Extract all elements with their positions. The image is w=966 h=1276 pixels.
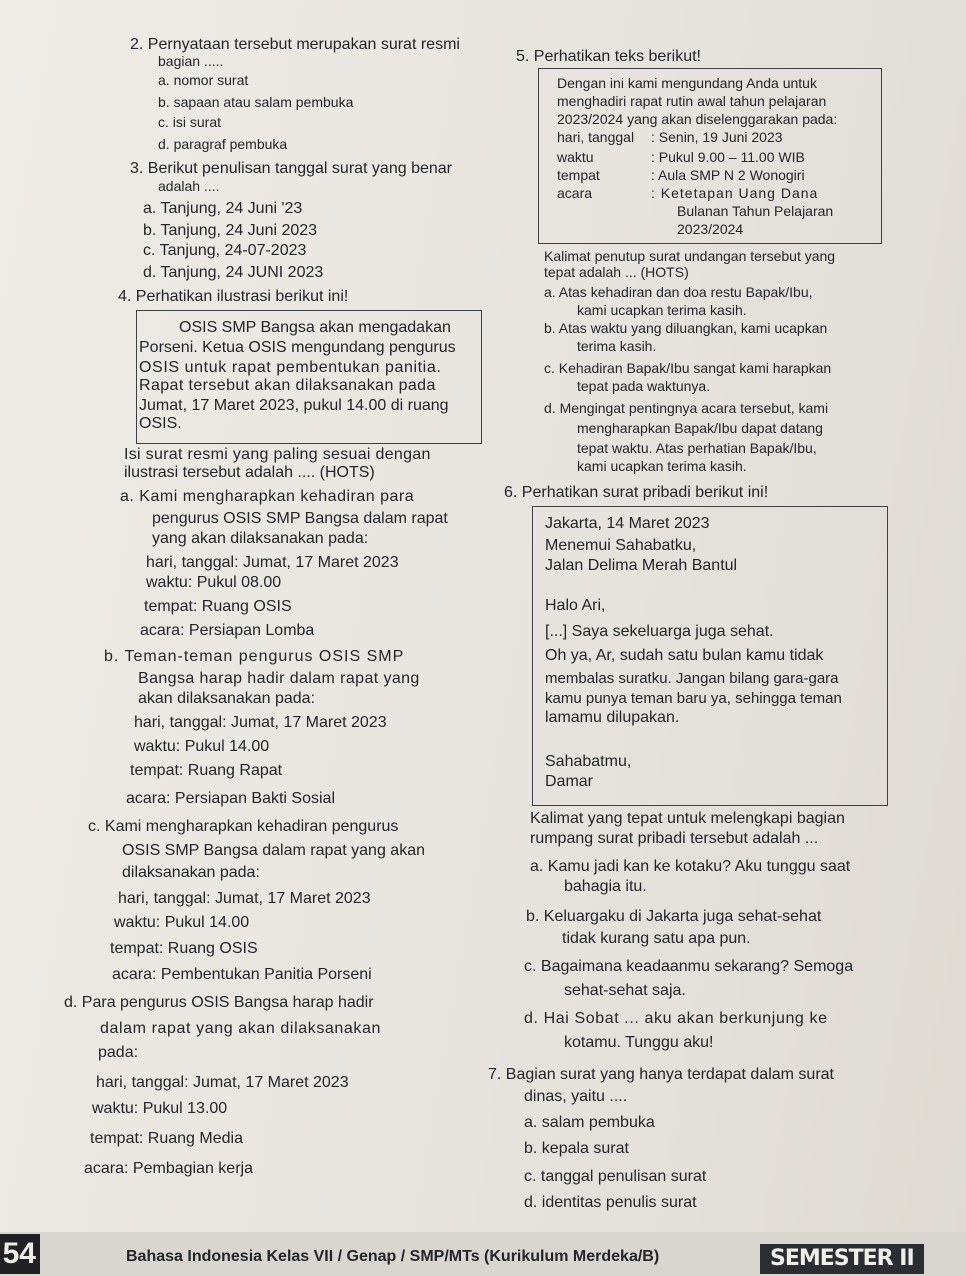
q4c-line: hari, tanggal: Jumat, 17 Maret 2023 [118,890,371,907]
q5d-line: kami ucapkan terima kasih. [577,458,747,474]
q6a-line: bahagia itu. [564,878,647,895]
q5a-line: kami ucapkan terima kasih. [577,302,747,318]
q5-box-line: Dengan ini kami mengundang Anda untuk [557,75,817,91]
q4b-line: acara: Persiapan Bakti Sosial [126,790,335,807]
q4b-line: akan dilaksanakan pada: [138,690,316,707]
q5-row-value: : Pukul 9.00 – 11.00 WIB [651,149,805,165]
q6-letter-greeting: Halo Ari, [545,597,606,614]
q6-letter-date: Jakarta, 14 Maret 2023 [545,515,710,532]
q2-option-c[interactable]: c. isi surat [158,114,222,130]
q3-option-a[interactable]: a. Tanjung, 24 Juni '23 [143,200,303,217]
q7-option-d[interactable]: d. identitas penulis surat [524,1194,697,1211]
q4b-line: tempat: Ruang Rapat [130,762,283,779]
q6-question: Kalimat yang tepat untuk melengkapi bagian [530,810,845,827]
q6d-line: d. Hai Sobat ... aku akan berkunjung ke [524,1010,828,1027]
q4a-line: pengurus OSIS SMP Bangsa dalam rapat [152,510,448,527]
q4-question-cont: ilustrasi tersebut adalah .... (HOTS) [124,464,375,481]
semester-badge: SEMESTER II [760,1244,924,1274]
q4-box-line: OSIS SMP Bangsa akan mengadakan [179,319,451,336]
page-number: 54 [0,1234,40,1274]
q4-illustration-box [136,310,482,444]
q7-stem-cont: dinas, yaitu .... [524,1088,628,1105]
q4-box-line: OSIS. [139,415,182,432]
q4d-line: hari, tanggal: Jumat, 17 Maret 2023 [96,1074,349,1091]
q5-invitation-box [538,68,882,244]
q5-stem: 5. Perhatikan teks berikut! [516,48,701,65]
q5-acara-cont: Bulanan Tahun Pelajaran [677,203,834,219]
q4-box-line: Rapat tersebut akan dilaksanakan pada [139,377,436,394]
q6-letter-line: Jalan Delima Merah Bantul [545,557,738,574]
q2-stem-cont: bagian ..... [158,53,224,69]
q6b-line: b. Keluargaku di Jakarta juga sehat-sehat [526,908,822,925]
q6-stem: 6. Perhatikan surat pribadi berikut ini! [504,484,769,501]
q6-letter-box [532,506,888,806]
q3-option-b[interactable]: b. Tanjung, 24 Juni 2023 [143,222,318,239]
q4d-line: tempat: Ruang Media [90,1130,243,1147]
q6-letter-line: membalas suratku. Jangan bilang gara-gara [545,670,839,687]
q4a-line: acara: Persiapan Lomba [140,622,315,639]
q6d-line: kotamu. Tunggu aku! [564,1034,714,1051]
q5-box-line: 2023/2024 yang akan diselenggarakan pada: [557,111,838,127]
q5-row-value: : Senin, 19 Juni 2023 [651,129,783,145]
q4c-line: waktu: Pukul 14.00 [114,914,250,931]
q7-stem: 7. Bagian surat yang hanya terdapat dalam surat [488,1066,834,1083]
q4-box-line: Porseni. Ketua OSIS mengundang pengurus [139,339,456,356]
q4d-line: acara: Pembagian kerja [84,1160,253,1177]
q2-stem: 2. Pernyataan tersebut merupakan surat resmi [130,36,460,53]
q5d-line: mengharapkan Bapak/Ibu dapat datang [577,420,823,436]
q5-box-line: menghadiri rapat rutin awal tahun pelajaran [557,93,827,109]
q4-box-line: Jumat, 17 Maret 2023, pukul 14.00 di ruang [139,397,449,414]
q4b-line: Bangsa harap hadir dalam rapat yang [138,670,420,687]
q5c-line: c. Kehadiran Bapak/Ibu sangat kami harapkan [544,360,832,376]
q3-stem: 3. Berikut penulisan tanggal surat yang benar [130,160,452,177]
q4d-line: pada: [98,1044,139,1061]
q7-option-c[interactable]: c. tanggal penulisan surat [524,1168,707,1185]
q6-letter-line: Oh ya, Ar, sudah satu bulan kamu tidak [545,647,824,664]
q6c-line: c. Bagaimana keadaanmu sekarang? Semoga [524,958,854,975]
q5c-line: tepat pada waktunya. [577,378,711,394]
q5-row-value: : Aula SMP N 2 Wonogiri [651,167,805,183]
q6-letter-line: Menemui Sahabatku, [545,537,697,554]
q4c-line: OSIS SMP Bangsa dalam rapat yang akan [122,842,425,859]
q4b-line: hari, tanggal: Jumat, 17 Maret 2023 [134,714,387,731]
q6-letter-closing: Sahabatmu, [545,753,632,770]
q4a-line: waktu: Pukul 08.00 [146,574,282,591]
q7-option-b[interactable]: b. kepala surat [524,1140,629,1157]
q6-question-cont: rumpang surat pribadi tersebut adalah ... [530,830,819,847]
q5-row-key: tempat [557,167,600,183]
q5-row-value: : Ketetapan Uang Dana [651,185,819,201]
q4a-line: yang akan dilaksanakan pada: [152,530,369,547]
q5b-line: terima kasih. [577,338,657,354]
q5d-line: d. Mengingat pentingnya acara tersebut, kami [544,400,829,416]
q4-box-line: OSIS untuk rapat pembentukan panitia. [139,359,442,376]
q4a-line: hari, tanggal: Jumat, 17 Maret 2023 [146,554,399,571]
q5a-line: a. Atas kehadiran dan doa restu Bapak/Ibu, [544,284,813,300]
q4c-line: acara: Pembentukan Panitia Porseni [112,966,372,983]
q3-stem-cont: adalah .... [158,178,220,194]
q4d-line: d. Para pengurus OSIS Bangsa harap hadir [64,994,374,1011]
q6a-line: a. Kamu jadi kan ke kotaku? Aku tunggu saat [530,858,851,875]
q4-stem: 4. Perhatikan ilustrasi berikut ini! [118,288,349,305]
q5-question-cont: tepat adalah ... (HOTS) [544,264,689,280]
q4c-line: dilaksanakan pada: [122,864,260,881]
q5-row-key: acara [557,185,593,201]
q5-row-key: waktu [557,149,594,165]
q4b-line: b. Teman-teman pengurus OSIS SMP [104,648,405,665]
q4b-line: waktu: Pukul 14.00 [134,738,270,755]
q6c-line: sehat-sehat saja. [564,982,686,999]
q6-letter-signature: Damar [545,773,594,790]
q5d-line: tepat waktu. Atas perhatian Bapak/Ibu, [577,440,817,456]
q4a-line: tempat: Ruang OSIS [144,598,292,615]
footer-title: Bahasa Indonesia Kelas VII / Genap / SMP/MTs (Kurikulum Merdeka/B) [126,1248,660,1265]
q5-question: Kalimat penutup surat undangan tersebut yang [544,248,836,264]
q5b-line: b. Atas waktu yang diluangkan, kami ucapkan [544,320,828,336]
q4d-line: waktu: Pukul 13.00 [92,1100,228,1117]
q3-option-d[interactable]: d. Tanjung, 24 JUNI 2023 [143,264,324,281]
q2-option-d[interactable]: d. paragraf pembuka [158,136,288,152]
q2-option-a[interactable]: a. nomor surat [158,72,249,88]
q4c-line: tempat: Ruang OSIS [110,940,258,957]
q6b-line: tidak kurang satu apa pun. [562,930,751,947]
q4a-line: a. Kami mengharapkan kehadiran para [120,488,415,505]
q4d-line: dalam rapat yang akan dilaksanakan [100,1020,382,1037]
q4-question: Isi surat resmi yang paling sesuai dengan [124,446,431,463]
q4c-line: c. Kami mengharapkan kehadiran pengurus [88,818,399,835]
q6-letter-line: [...] Saya sekeluarga juga sehat. [545,623,774,640]
q5-row-key: hari, tanggal [557,129,635,145]
q7-option-a[interactable]: a. salam pembuka [524,1114,655,1131]
q5-acara-cont: 2023/2024 [677,221,744,237]
q3-option-c[interactable]: c. Tanjung, 24-07-2023 [143,242,307,259]
q2-option-b[interactable]: b. sapaan atau salam pembuka [158,94,354,110]
q6-letter-line: kamu punya teman baru ya, sehingga teman [545,690,842,707]
q6-letter-line: lamamu dilupakan. [545,709,680,726]
